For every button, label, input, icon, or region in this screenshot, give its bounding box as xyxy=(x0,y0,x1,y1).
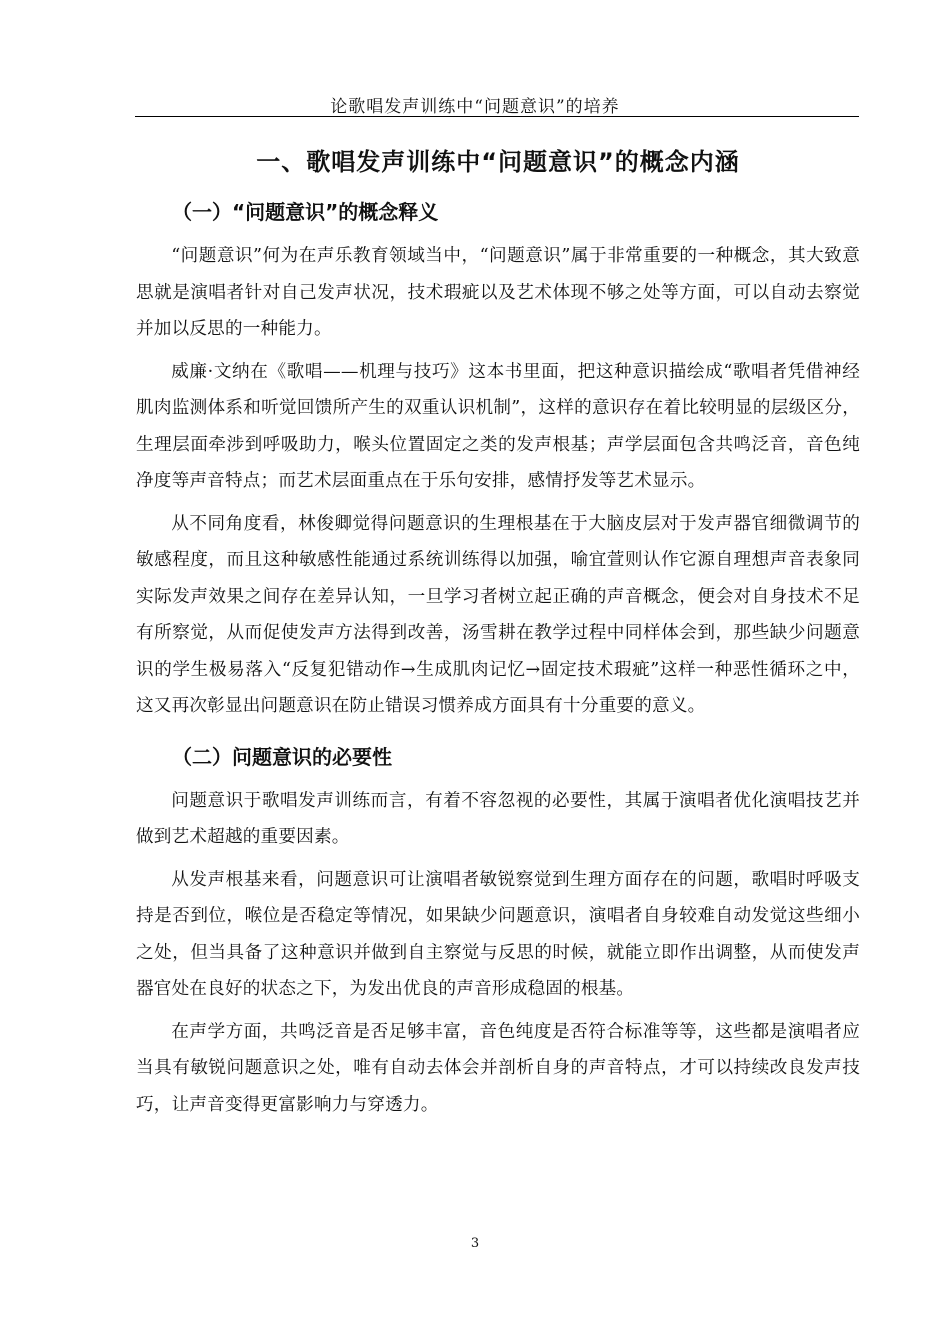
paragraph: 威廉·文纳在《歌唱——机理与技巧》这本书里面，把这种意识描绘成“歌唱者凭借神经肌肉监测体系和听觉回馈所产生的双重认识机制”，这样的意识存在着比较明显的层级区分，生理层面牵涉到呼吸助力，喉头位置固定之类的发声根基；声学层面包含共鸣泛音，音色纯净度等声音特点；而艺术层面重点在于乐句安排，感情抒发等艺术显示。 xyxy=(136,361,860,491)
header-rule xyxy=(135,116,859,117)
running-header: 论歌唱发声训练中“问题意识”的培养 xyxy=(330,97,620,117)
section-heading-2: （二）问题意识的必要性 xyxy=(172,744,392,769)
paragraph: 在声学方面，共鸣泛音是否足够丰富，音色纯度是否符合标准等等，这些都是演唱者应当具有敏锐问题意识之处，唯有自动去体会并剖析自身的声音特点，才可以持续改良发声技巧，让声音变得更富影响力与穿透力。 xyxy=(136,1021,860,1115)
paragraph: “问题意识”何为在声乐教育领域当中，“问题意识”属于非常重要的一种概念，其大致意思就是演唱者针对自己发声状况，技术瑕疵以及艺术体现不够之处等方面，可以自动去察觉并加以反思的一种能力。 xyxy=(136,246,860,339)
page-number: 3 xyxy=(470,1236,480,1251)
paragraph: 问题意识于歌唱发声训练而言，有着不容忽视的必要性，其属于演唱者优化演唱技艺并做到艺术超越的重要因素。 xyxy=(136,790,860,847)
section-heading-1: （一）“问题意识”的概念释义 xyxy=(172,200,439,224)
page-body xyxy=(136,142,860,1129)
paragraph: 从发声根基来看，问题意识可让演唱者敏锐察觉到生理方面存在的问题，歌唱时呼吸支持是否到位，喉位是否稳定等情况，如果缺少问题意识，演唱者自身较难自动发觉这些细小之处，但当具备了这种意识并做到自主察觉与反思的时候，就能立即作出调整，从而使发声器官处在良好的状态之下，为发出优良的声音形成稳固的根基。 xyxy=(136,869,860,999)
chapter-title: 一、歌唱发声训练中“问题意识”的概念内涵 xyxy=(256,148,740,176)
paragraph: 从不同角度看，林俊卿觉得问题意识的生理根基在于大脑皮层对于发声器官细微调节的敏感程度，而且这种敏感性能通过系统训练得以加强，喻宜萱则认作它源自理想声音表象同实际发声效果之间存在差异认知，一旦学习者树立起正确的声音概念，便会对自身技术不足有所察觉，从而促使发声方法得到改善，汤雪耕在教学过程中同样体会到，那些缺少问题意识的学生极易落入“反复犯错动作→生成肌肉记忆→固定技术瑕疵”这样一种恶性循环之中，这又再次彰显出问题意识在防止错误习惯养成方面具有十分重要的意义。 xyxy=(136,513,860,716)
